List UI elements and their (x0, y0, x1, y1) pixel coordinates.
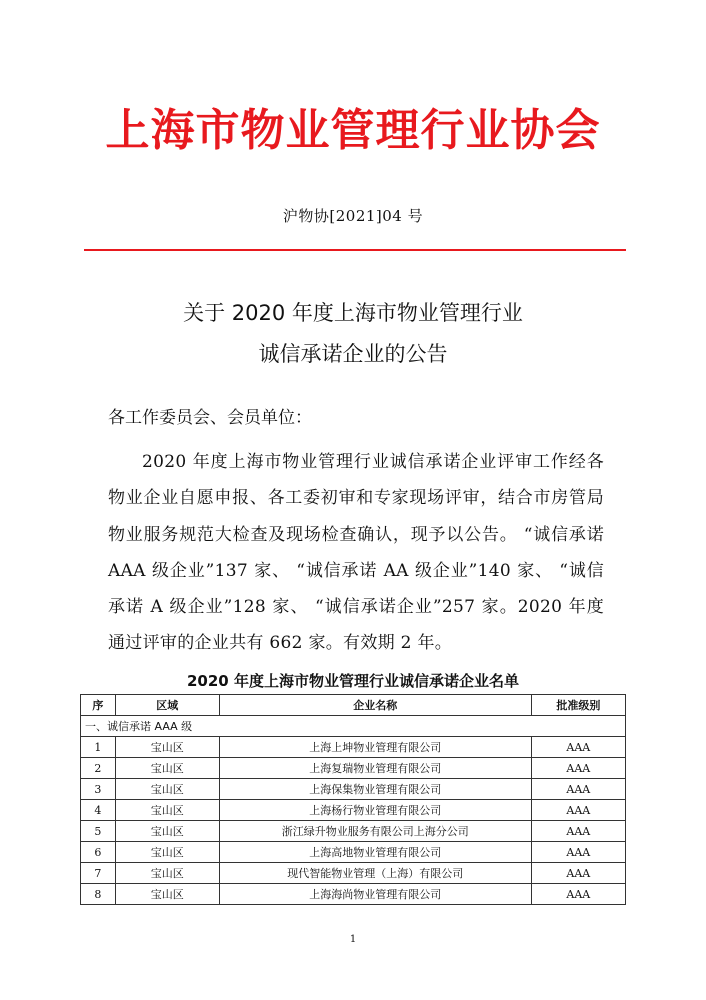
row-area: 宝山区 (115, 779, 219, 800)
row-level: AAA (531, 779, 625, 800)
row-company-name: 现代智能物业管理（上海）有限公司 (219, 863, 531, 884)
row-number: 5 (81, 821, 116, 842)
header-no: 序 (81, 695, 116, 716)
table-row (81, 779, 626, 800)
row-number: 7 (81, 863, 116, 884)
row-area: 宝山区 (115, 884, 219, 905)
row-company-name: 上海上坤物业管理有限公司 (219, 737, 531, 758)
row-level: AAA (531, 737, 625, 758)
notice-body: 2020 年度上海市物业管理行业诚信承诺企业评审工作经各物业企业自愿申报、各工委初审和专家现场评审，结合市房管局物业服务规范大检查及现场检查确认，现予以公告。 “诚信承诺 AAA 级企业”137 家、 “诚信承诺 AA 级企业”140 家、 “诚信承诺 A 级企业”128 家、 “诚信承诺企业”257 家。2020 年度通过评审的企业共有 662 家。有效期 2 年。 (108, 452, 604, 654)
row-area: 宝山区 (115, 863, 219, 884)
notice-title (0, 293, 706, 375)
association-title: 上海市物业管理行业协会 (105, 105, 601, 156)
table-row (81, 737, 626, 758)
row-company-name: 上海保集物业管理有限公司 (219, 779, 531, 800)
notice-title-line2: 诚信承诺企业的公告 (258, 342, 448, 366)
row-number: 3 (81, 779, 116, 800)
row-area: 宝山区 (115, 821, 219, 842)
page-number: 1 (349, 934, 357, 945)
header-area: 区域 (115, 695, 219, 716)
header-level: 批准级别 (531, 695, 625, 716)
row-area: 宝山区 (115, 737, 219, 758)
row-number: 4 (81, 800, 116, 821)
table-row (81, 821, 626, 842)
row-number: 6 (81, 842, 116, 863)
row-area: 宝山区 (115, 842, 219, 863)
table-row (81, 842, 626, 863)
row-number: 8 (81, 884, 116, 905)
table-row (81, 884, 626, 905)
row-level: AAA (531, 884, 625, 905)
table-row (81, 863, 626, 884)
document-number: 沪物协[2021]04 号 (282, 207, 424, 225)
row-company-name: 上海高地物业管理有限公司 (219, 842, 531, 863)
section-label: 一、诚信承诺 AAA 级 (81, 716, 626, 737)
row-area: 宝山区 (115, 800, 219, 821)
table-row (81, 800, 626, 821)
row-level: AAA (531, 800, 625, 821)
row-level: AAA (531, 758, 625, 779)
red-divider (84, 249, 626, 251)
table-header-row (81, 695, 626, 716)
row-company-name: 上海杨行物业管理有限公司 (219, 800, 531, 821)
row-company-name: 上海复瑞物业管理有限公司 (219, 758, 531, 779)
row-level: AAA (531, 863, 625, 884)
row-number: 2 (81, 758, 116, 779)
row-level: AAA (531, 821, 625, 842)
salutation: 各工作委员会、会员单位： (108, 408, 312, 428)
row-company-name: 浙江绿升物业服务有限公司上海分公司 (219, 821, 531, 842)
header-name: 企业名称 (219, 695, 531, 716)
section-row (81, 716, 626, 737)
table-row (81, 758, 626, 779)
row-area: 宝山区 (115, 758, 219, 779)
notice-title-line1: 关于 2020 年度上海市物业管理行业 (183, 301, 523, 325)
row-level: AAA (531, 842, 625, 863)
enterprise-table (80, 694, 626, 905)
table-title: 2020 年度上海市物业管理行业诚信承诺企业名单 (187, 672, 519, 690)
row-company-name: 上海海尚物业管理有限公司 (219, 884, 531, 905)
row-number: 1 (81, 737, 116, 758)
